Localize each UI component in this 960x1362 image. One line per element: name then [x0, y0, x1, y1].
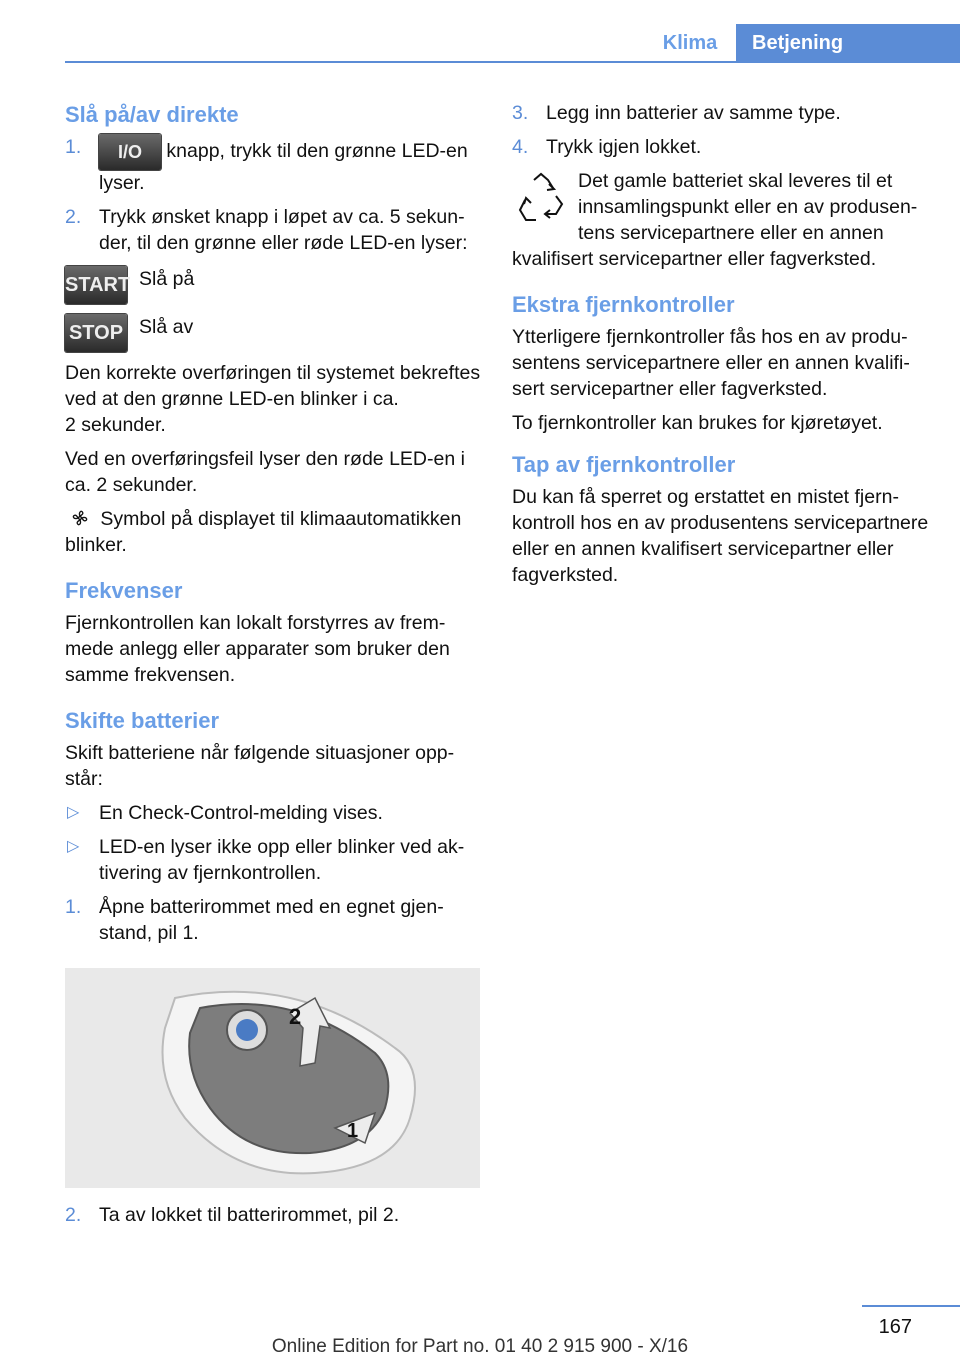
step-text: Trykk ønsket knapp i løpet av ca. 5 sekunder, til den grønne eller røde LED-en lyser:	[99, 206, 468, 254]
list-item	[512, 100, 930, 126]
list-item	[65, 134, 483, 196]
bullet-text: LED-en lyser ikke opp eller blinker ved aktivering av fjernkontrollen.	[99, 836, 465, 884]
step-number: 2.	[65, 1204, 82, 1226]
stop-row	[65, 314, 483, 352]
arrow-label-2: 2	[289, 1004, 302, 1029]
step-text: Ta av lokket til batterirommet, pil 2.	[99, 1204, 400, 1226]
bullet-text: En Check-Control-melding vises.	[99, 802, 383, 824]
paragraph: Fjernkontrollen kan lokalt forstyrres av fremmede anlegg eller apparater som bruker den samme frekvensen.	[65, 612, 450, 686]
paragraph	[65, 360, 483, 438]
paragraph: Ved en overføringsfeil lyser den røde LED-en i ca. 2 sekunder.	[65, 448, 465, 496]
recycle-note	[512, 168, 930, 272]
step-number: 4.	[512, 136, 529, 158]
section-title-extra-remotes: Ekstra fjernkontroller	[512, 292, 735, 317]
paragraph-text: Den korrekte overføringen til systemet bekreftes ved at den grønne LED-en blinker i ca.	[65, 362, 481, 410]
section-title-on-off: Slå på/av direkte	[65, 102, 239, 127]
section-title-lost-remote: Tap av fjernkontroller	[512, 452, 736, 477]
step-text: Åpne batterirommet med en egnet gjenstand, pil 1.	[99, 896, 444, 944]
paragraph: Du kan få sperret og erstattet en mistet fjernkontroll hos en av produsentens servicepartnere eller en annen kvalifisert servicepartner eller fagverksted.	[512, 486, 929, 586]
stop-button-image: STOP	[65, 314, 127, 352]
list-item	[65, 834, 483, 886]
step-text: Legg inn batterier av samme type.	[546, 102, 841, 124]
step-number: 2.	[65, 206, 82, 228]
right-column	[512, 100, 930, 596]
stop-text: Slå av	[139, 316, 194, 338]
paragraph: Skift batteriene når følgende situasjoner oppstår:	[65, 742, 455, 790]
list-item	[65, 894, 483, 946]
paragraph: Ytterligere fjernkontroller fås hos en av produsentens servicepartnere eller en annen kvalifisert servicepartner eller fagverksted.	[512, 326, 910, 400]
step-text: knapp, trykk til den grønne LED-en lyser.	[99, 140, 468, 194]
io-button-image: I/O	[99, 134, 161, 170]
list-item	[65, 204, 483, 256]
list-item	[65, 800, 483, 826]
left-column	[65, 100, 483, 1236]
list-item	[65, 1202, 483, 1228]
section-title-batteries: Skifte batterier	[65, 708, 220, 733]
start-button-image: START	[65, 266, 127, 304]
tab-betjening[interactable]: Betjening	[736, 24, 960, 62]
step-number: 3.	[512, 102, 529, 124]
key-fob-illustration	[65, 968, 480, 1188]
paragraph-text: 2 sekunder.	[65, 414, 166, 436]
footer-edition: Online Edition for Part no. 01 40 2 915 900 - X/16	[271, 1336, 689, 1357]
step-number: 1.	[65, 136, 82, 158]
list-item	[512, 134, 930, 160]
start-row	[65, 266, 483, 304]
recycle-icon	[512, 170, 570, 228]
arrow-label-1: 1	[347, 1120, 359, 1142]
paragraph-text: Symbol på displayet til klimaautomatikken blinker.	[65, 508, 462, 556]
recycle-text: Det gamle batteriet skal leveres til et innsamlingspunkt eller en av produsentens servicepartnere eller en annen kvalifisert servicepartner eller fagverksted.	[512, 170, 918, 270]
step-number: 1.	[65, 896, 82, 918]
footer-rule	[862, 1305, 960, 1307]
step-text: Trykk igjen lokket.	[546, 136, 702, 158]
paragraph	[65, 506, 483, 558]
section-title-frequencies: Frekvenser	[65, 578, 183, 603]
triangle-right-icon: ▷	[67, 838, 80, 855]
fan-icon	[65, 508, 100, 530]
page-number: 167	[878, 1316, 912, 1338]
triangle-right-icon: ▷	[67, 804, 80, 821]
tab-klima[interactable]: Klima	[662, 32, 718, 54]
paragraph: To fjernkontroller kan brukes for kjøretøyet.	[512, 412, 883, 434]
start-text: Slå på	[139, 268, 195, 290]
